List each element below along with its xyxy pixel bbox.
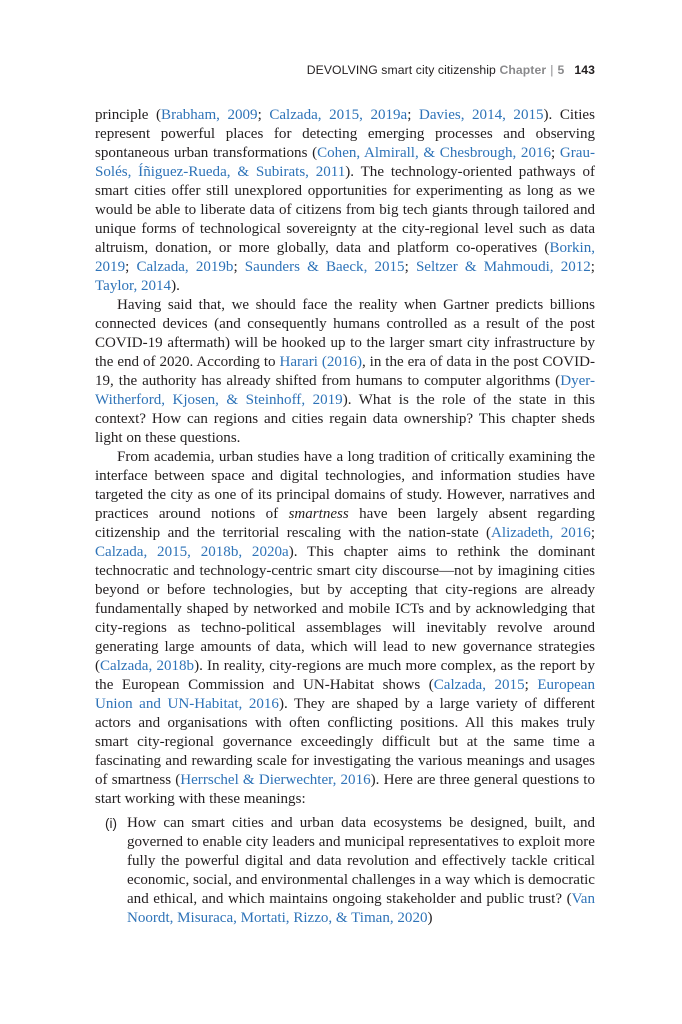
text-run: ). Cities represent powerful places for detecting emerging processes and observing spontaneous urban transformations ( xyxy=(95,107,595,161)
citation-link[interactable]: Saunders & Baeck, 2015 xyxy=(244,259,405,275)
text-run: ; xyxy=(590,259,595,275)
text-run: have been largely absent regarding citizenship and the territorial rescaling with the nation-state ( xyxy=(95,506,595,541)
text-run: ; xyxy=(551,145,560,161)
text-run: ; xyxy=(233,259,245,275)
citation-link[interactable]: Herrschel & Dierwechter, 2016 xyxy=(180,772,371,788)
citation-link[interactable]: Brabham, 2009 xyxy=(161,107,258,123)
text-run: How can smart cities and urban data ecosystems be designed, built, and governed to enable city leaders and municipal representatives to exploit more fully the powerful digital and data revolution and effectively tackle critical economic, social, and environmental challenges in a way which is democratic and ethical, and which maintains ongoing stakeholder and public trust? ( xyxy=(127,815,595,907)
header-title: DEVOLVING smart city citizenship xyxy=(306,63,496,77)
running-header xyxy=(307,63,595,77)
citation-link[interactable]: Calzada, 2019b xyxy=(136,259,234,275)
citation-link[interactable]: Borkin, 2019 xyxy=(95,240,595,275)
citation-link[interactable]: Grau-Solés, Íñiguez-Rueda, & Subirats, 2011 xyxy=(95,145,595,180)
citation-link[interactable]: Cohen, Almirall, & Chesbrough, 2016 xyxy=(317,145,552,161)
text-run: ). The technology-oriented pathways of smart cities offer still unexplored opportunities for experimenting as long as we would be able to liberate data of citizens from big tech giants through tailored and unique forms of technological sovereignty at the city-regional level such as data altruism, donation, or more globally, data and platform co-operatives ( xyxy=(95,164,595,256)
text-run: ; xyxy=(407,107,419,123)
text-run: Having said that, we should face the reality when Gartner predicts billions connected devices (and consequently humans controlled as a result of the post COVID-19 aftermath) will be hooked up to the larger smart city infrastructure by the end of 2020. According to xyxy=(95,297,595,370)
citation-link[interactable]: Calzada, 2015 xyxy=(433,677,525,693)
citation-link[interactable]: Calzada, 2018b xyxy=(100,658,195,674)
text-run: ). What is the role of the state in this context? How can regions and cities regain data ownership? This chapter sheds light on these questions. xyxy=(95,392,596,446)
citation-link[interactable]: Taylor, 2014 xyxy=(95,278,172,294)
citation-link[interactable]: Davies, 2014, 2015 xyxy=(418,107,544,123)
citation-link[interactable]: Calzada, 2015, 2018b, 2020a xyxy=(95,544,289,560)
text-run: ). xyxy=(171,278,180,294)
text-run: ). In reality, city-regions are much more complex, as the report by the European Commission and UN-Habitat shows ( xyxy=(95,658,595,693)
text-run: ; xyxy=(125,259,137,275)
text-run: ) xyxy=(427,910,433,926)
citation-link[interactable]: Dyer-Witherford, Kjosen, & Steinhoff, 2019 xyxy=(95,373,595,408)
paragraph xyxy=(95,296,595,448)
body-text xyxy=(95,106,595,928)
question-text xyxy=(127,814,595,928)
text-run: ; xyxy=(590,525,595,541)
citation-link[interactable]: European Union and UN-Habitat, 2016 xyxy=(95,677,595,712)
text-run: ; xyxy=(257,107,270,123)
text-run: ). They are shaped by a large variety of different actors and organisations with often conflicting positions. All this makes truly smart city-regional governance exceedingly difficult but at the same time a fascinating and rewarding scale for investigating the various meanings and usages of smartness ( xyxy=(95,696,595,788)
question-list xyxy=(95,814,595,928)
citation-link[interactable]: Alizadeth, 2016 xyxy=(491,525,591,541)
citation-link[interactable]: Van Noordt, Misuraca, Mortati, Rizzo, & Timan, 2020 xyxy=(127,891,595,926)
question-label: (i) xyxy=(105,816,117,831)
citation-link[interactable]: Seltzer & Mahmoudi, 2012 xyxy=(415,259,591,275)
citation-link[interactable]: Calzada, 2015, 2019a xyxy=(269,107,408,123)
paragraph xyxy=(95,448,595,809)
text-run: ). Here are three general questions to start working with these meanings: xyxy=(95,772,596,807)
emphasis-text: smartness xyxy=(288,506,349,522)
header-separator: | xyxy=(550,63,554,77)
question-item xyxy=(95,814,595,928)
text-run: principle ( xyxy=(95,107,162,123)
chapter-number: 5 xyxy=(557,63,565,77)
text-run: ; xyxy=(404,259,416,275)
paragraph xyxy=(95,106,595,296)
text-run: ). This chapter aims to rethink the dominant technocratic and technology-centric smart city discourse—not by imagining cities beyond or before technologies, but by accepting that city-regions are already fundamentally shaped by networked and mobile ICTs and by acknowledging that city-regions as techno-political assemblages will inevitably revolve around generating large amounts of data, which will lead to new governance strategies ( xyxy=(95,544,595,674)
chapter-label: Chapter xyxy=(499,63,547,77)
citation-link[interactable]: Harari (2016) xyxy=(279,354,362,370)
text-run: , in the era of data in the post COVID-19, the authority has already shifted from humans to computer algorithms ( xyxy=(95,354,595,389)
text-run: ; xyxy=(524,677,538,693)
page-number: 143 xyxy=(574,63,595,77)
text-run: From academia, urban studies have a long tradition of critically examining the interface between space and digital technologies, and information studies have targeted the city as one of its principal domains of study. However, narratives and practices around notions of xyxy=(95,449,595,522)
